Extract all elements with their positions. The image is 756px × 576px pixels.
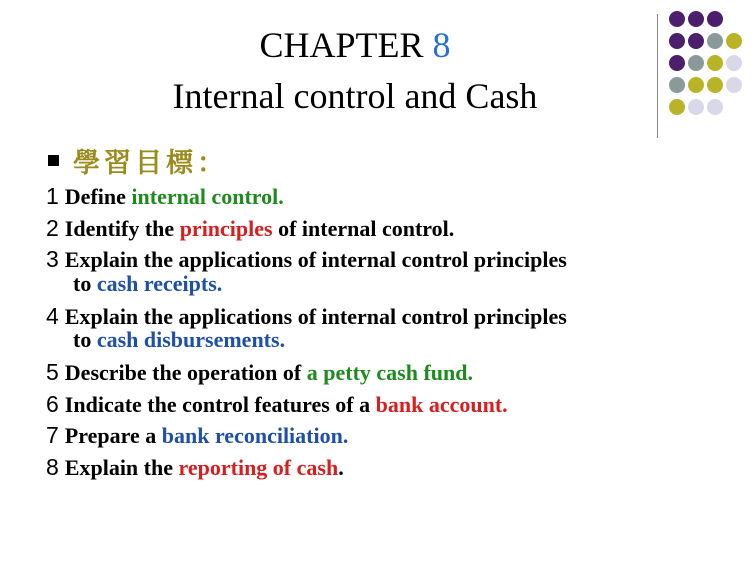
chapter-heading bbox=[120, 20, 590, 71]
objective-number: 8 bbox=[46, 453, 59, 480]
objective-text: of internal control. bbox=[272, 215, 455, 241]
objective-item bbox=[46, 452, 746, 484]
decorative-dot bbox=[726, 55, 742, 71]
objective-text: Identify the bbox=[64, 215, 180, 241]
objective-text: Describe the operation of bbox=[64, 360, 307, 385]
decorative-dot bbox=[707, 33, 723, 49]
chapter-label: CHAPTER bbox=[259, 25, 424, 65]
objective-item bbox=[46, 389, 746, 421]
objective-text: internal control. bbox=[131, 184, 284, 209]
decorative-dot bbox=[669, 99, 685, 115]
objective-text: to bbox=[73, 270, 97, 296]
objective-text: Prepare a bbox=[64, 423, 162, 448]
decorative-dot bbox=[688, 11, 704, 27]
objective-item bbox=[46, 213, 746, 245]
objective-text: Explain the applications of internal control principles bbox=[64, 303, 567, 329]
objective-item bbox=[46, 301, 746, 354]
objective-text: cash receipts. bbox=[96, 270, 223, 296]
objective-text: reporting of cash bbox=[178, 454, 339, 480]
decorative-dot bbox=[726, 77, 742, 93]
objective-text: to bbox=[73, 327, 97, 352]
objective-number: 6 bbox=[46, 390, 59, 417]
objective-item bbox=[46, 181, 746, 213]
decorative-dot bbox=[669, 77, 685, 93]
decorative-dot bbox=[688, 77, 704, 93]
objective-text: bank reconciliation. bbox=[161, 423, 349, 448]
objective-item bbox=[46, 420, 746, 452]
objective-number: 4 bbox=[46, 302, 59, 329]
objective-number: 2 bbox=[46, 214, 59, 241]
decorative-dot bbox=[688, 99, 704, 115]
decorative-dot bbox=[688, 33, 704, 49]
learning-goals-heading bbox=[48, 142, 228, 178]
objective-number: 5 bbox=[46, 359, 59, 385]
decorative-dot bbox=[707, 11, 723, 27]
objective-text: bank account. bbox=[375, 391, 508, 417]
divider-line bbox=[657, 14, 658, 138]
decorative-dot bbox=[707, 77, 723, 93]
decorative-dot-grid bbox=[667, 10, 747, 120]
decorative-dot bbox=[726, 33, 742, 49]
objective-continuation bbox=[46, 271, 746, 297]
decorative-dot bbox=[688, 55, 704, 71]
learning-goals-label: 學習目標： bbox=[73, 147, 228, 179]
objective-item bbox=[46, 357, 746, 389]
learning-objectives-list bbox=[46, 181, 746, 483]
objective-text: Indicate the control features of a bbox=[64, 391, 376, 417]
decorative-dot bbox=[669, 55, 685, 71]
slide-title bbox=[120, 20, 590, 122]
objective-item bbox=[46, 244, 746, 297]
chapter-subtitle: Internal control and Cash bbox=[172, 76, 538, 116]
objective-continuation bbox=[46, 327, 746, 353]
decorative-dot bbox=[707, 55, 723, 71]
objective-text: cash disbursements. bbox=[96, 327, 286, 352]
decorative-dot bbox=[669, 11, 685, 27]
objective-number: 1 bbox=[46, 183, 59, 209]
chapter-number: 8 bbox=[432, 25, 451, 65]
objective-text: Explain the bbox=[64, 454, 179, 480]
objective-text: Explain the applications of internal control principles bbox=[64, 247, 567, 272]
objective-text: principles bbox=[179, 215, 273, 241]
objective-text: Define bbox=[64, 184, 132, 209]
square-bullet-icon bbox=[48, 155, 59, 166]
decorative-dot bbox=[707, 99, 723, 115]
objective-number: 3 bbox=[46, 246, 59, 272]
objective-number: 7 bbox=[46, 422, 59, 448]
objective-text: . bbox=[338, 454, 344, 480]
decorative-dot bbox=[669, 33, 685, 49]
objective-text: a petty cash fund. bbox=[306, 360, 473, 385]
